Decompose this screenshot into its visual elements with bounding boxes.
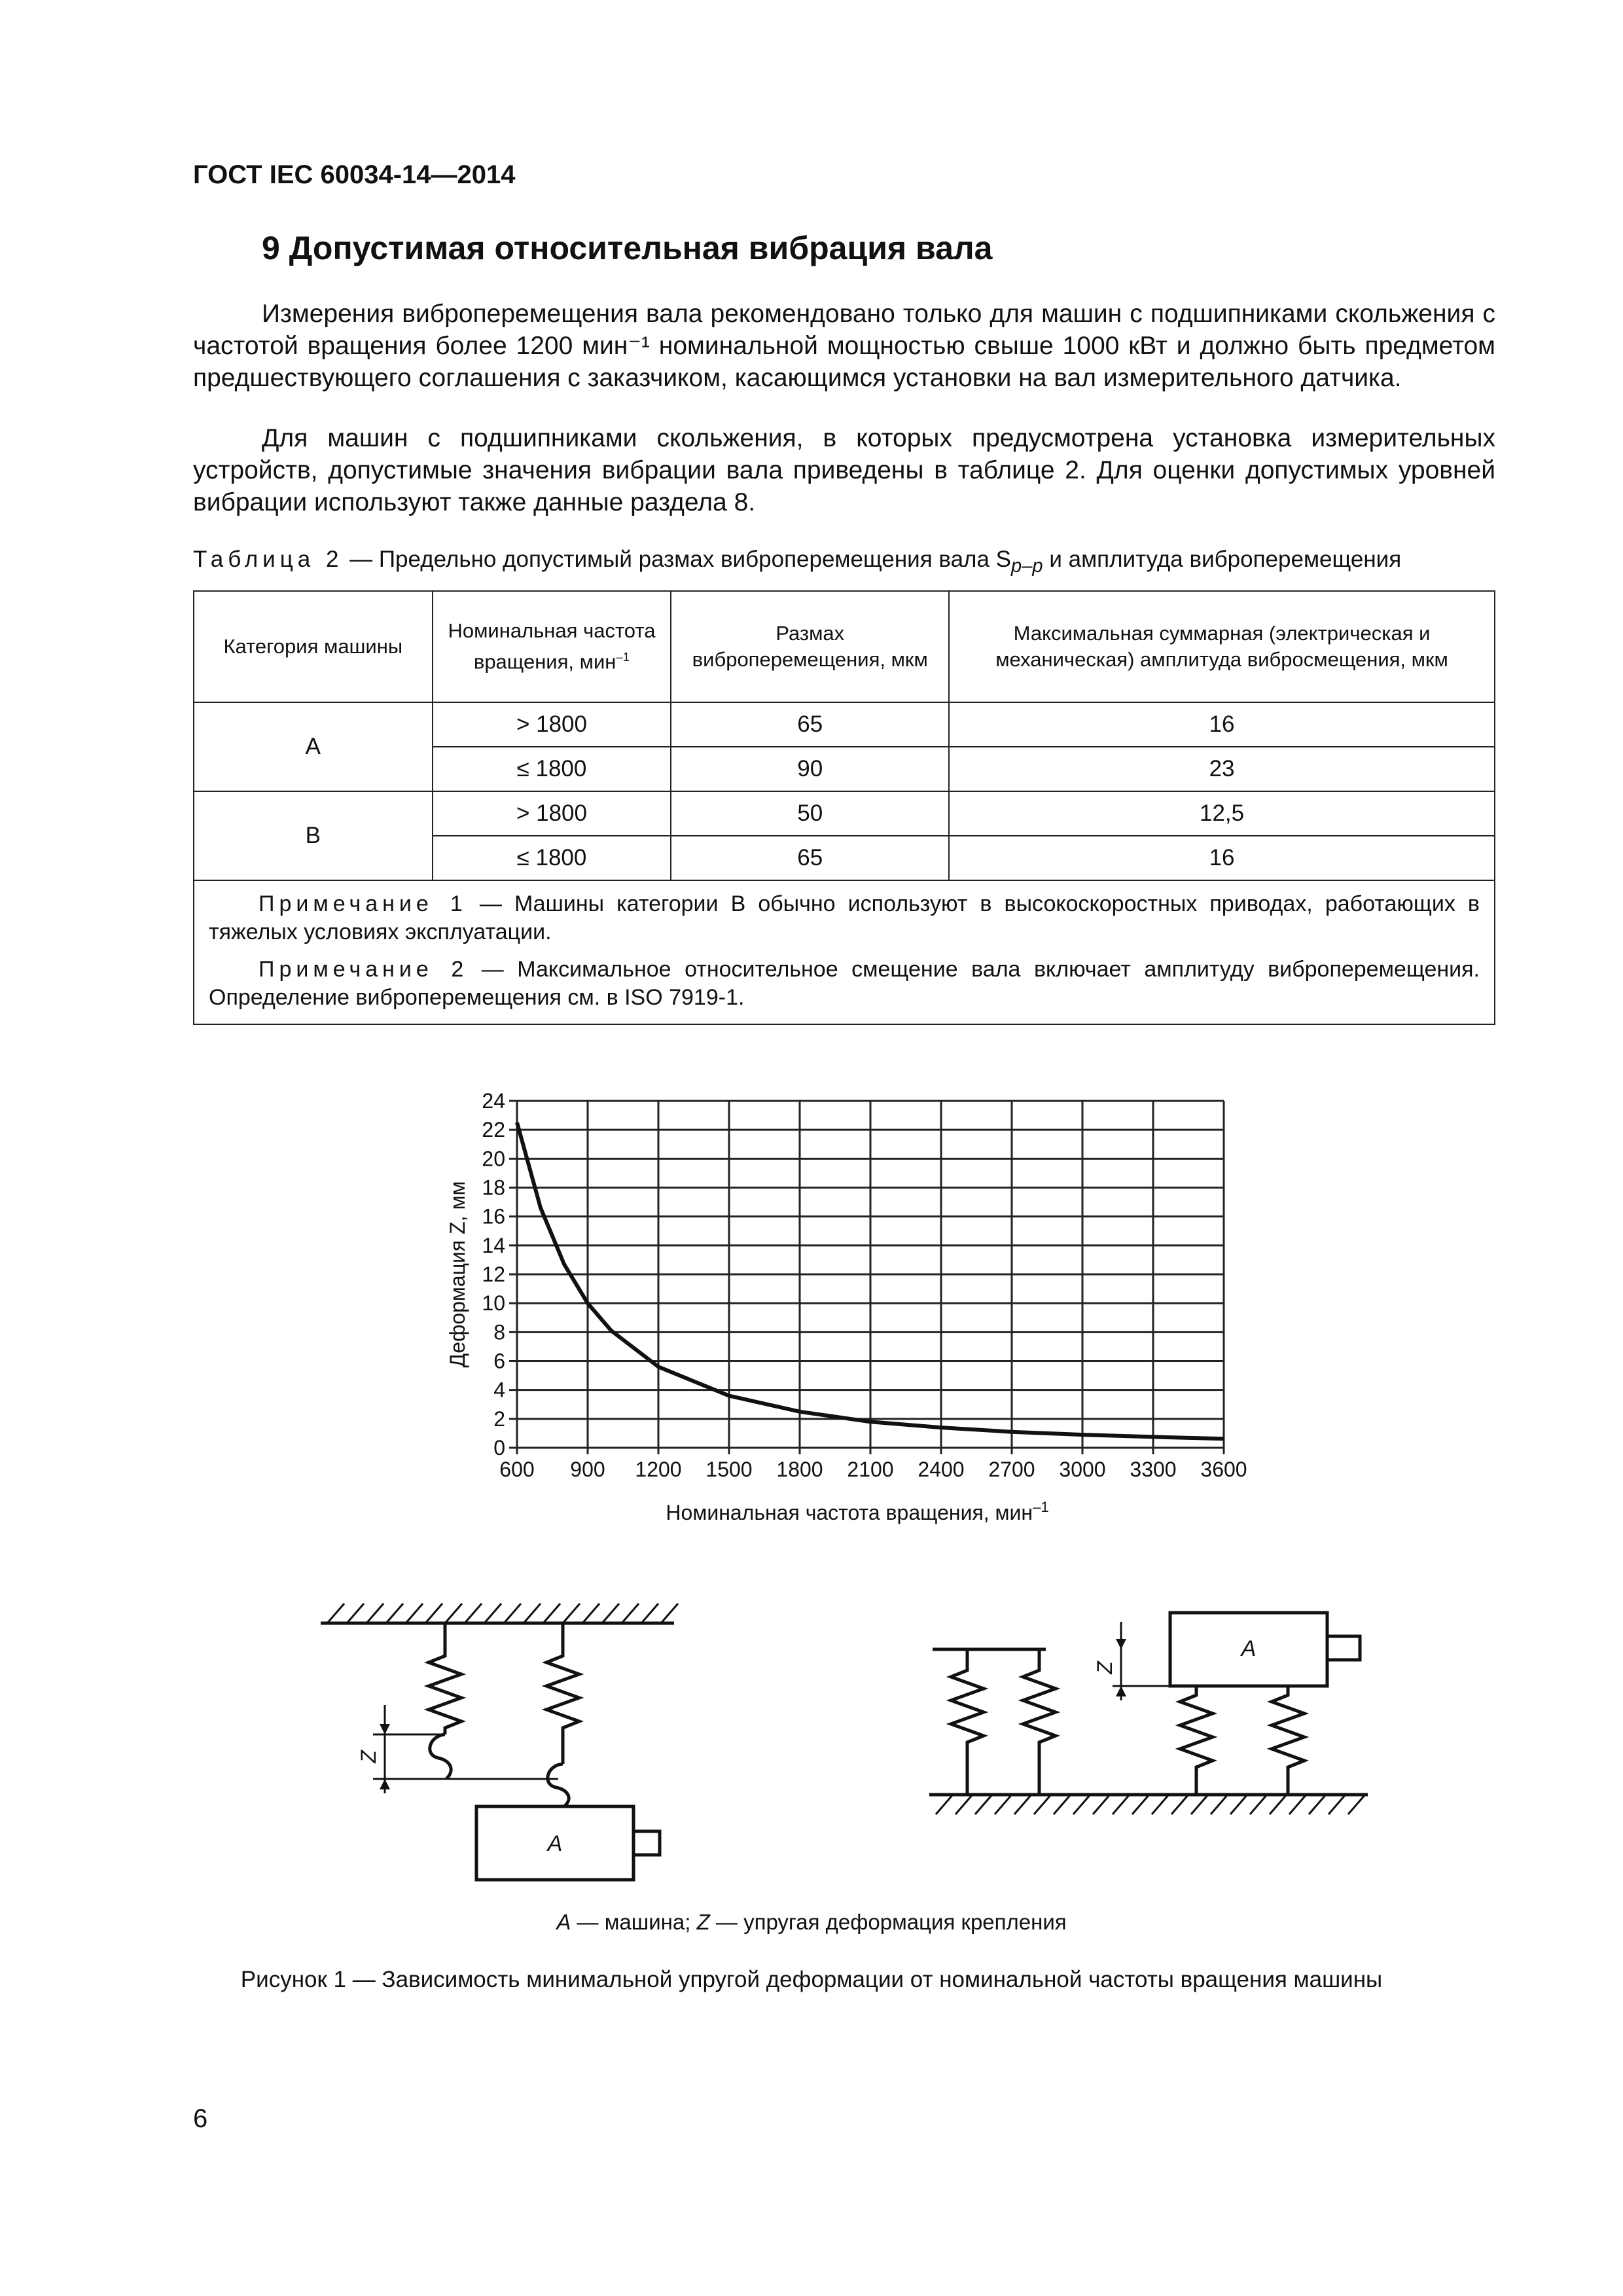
cell-category-a: A xyxy=(194,702,433,791)
figure-legend xyxy=(0,1910,1623,1935)
hatch-mark xyxy=(445,1604,462,1623)
header-speed-text: Номинальная частота вращения, мин xyxy=(448,619,656,673)
table-caption-text: — Предельно допустимый размах виброперемещения вала S xyxy=(343,547,1011,572)
dimension-arrow-down xyxy=(380,1724,390,1734)
x-tick-label: 2100 xyxy=(847,1458,894,1481)
hatch-mark xyxy=(543,1604,560,1623)
hatch-mark xyxy=(1270,1795,1287,1814)
x-tick-label: 3300 xyxy=(1130,1458,1177,1481)
y-tick-label: 14 xyxy=(482,1233,505,1257)
y-tick-label: 0 xyxy=(493,1436,505,1460)
hatch-mark xyxy=(386,1604,403,1623)
chart-grid xyxy=(517,1101,1224,1448)
document-header: ГОСТ IEC 60034-14—2014 xyxy=(193,160,516,189)
machine-shaft-left xyxy=(633,1831,660,1855)
hatch-mark xyxy=(1034,1795,1051,1814)
floor-hatching xyxy=(936,1795,1365,1814)
table-caption-label: Таблица 2 xyxy=(193,547,344,572)
hatch-mark xyxy=(347,1604,364,1623)
hatch-mark xyxy=(1309,1795,1326,1814)
table-caption-tail: и амплитуда виброперемещения xyxy=(1043,547,1402,572)
y-tick-label: 2 xyxy=(493,1407,505,1431)
x-tick-label: 1800 xyxy=(776,1458,823,1481)
hook-left xyxy=(430,1734,451,1779)
spring-machine-2 xyxy=(1272,1686,1304,1795)
hatch-mark xyxy=(563,1604,580,1623)
z-label-right: Z xyxy=(1093,1661,1116,1674)
x-tick-label: 3600 xyxy=(1200,1458,1247,1481)
x-tick-label: 3000 xyxy=(1059,1458,1106,1481)
x-axis-label xyxy=(666,1499,1048,1524)
table-caption-subscript: p–p xyxy=(1011,556,1043,577)
table-row xyxy=(194,702,1495,747)
hatch-mark xyxy=(1054,1795,1071,1814)
page-number: 6 xyxy=(193,2104,208,2133)
hatch-mark xyxy=(1191,1795,1208,1814)
table-caption xyxy=(193,547,1401,577)
x-tick-label: 900 xyxy=(570,1458,605,1481)
cell-category-b: B xyxy=(194,791,433,880)
header-amplitude: Максимальная суммарная (электрическая и механическая) амплитуда вибросмещения, мкм xyxy=(949,591,1495,702)
deformation-chart xyxy=(425,1073,1263,1545)
vibration-table xyxy=(193,590,1495,1011)
hatch-mark xyxy=(661,1604,678,1623)
x-tick-label: 1500 xyxy=(705,1458,753,1481)
cell-amplitude: 12,5 xyxy=(949,791,1495,836)
hatch-mark xyxy=(524,1604,541,1623)
hatch-mark xyxy=(1132,1795,1149,1814)
spring-machine-1 xyxy=(1180,1686,1213,1795)
cell-amplitude: 23 xyxy=(949,747,1495,791)
table-notes xyxy=(194,880,1495,1024)
note-1-text: — Машины категории B обычно используют в высокоскоростных приводах, работающих в тяжелых условиях эксплуатации. xyxy=(209,891,1480,944)
cell-speed: ≤ 1800 xyxy=(433,747,671,791)
header-range: Размах виброперемещения, мкм xyxy=(671,591,949,702)
hatch-mark xyxy=(406,1604,423,1623)
y-tick-label: 12 xyxy=(482,1263,505,1286)
hatch-mark xyxy=(582,1604,599,1623)
hatch-mark xyxy=(1113,1795,1130,1814)
y-tick-label: 20 xyxy=(482,1147,505,1171)
hatch-mark xyxy=(465,1604,482,1623)
x-tick-label: 1200 xyxy=(635,1458,682,1481)
machine-shaft-right xyxy=(1327,1636,1360,1660)
spring-right xyxy=(546,1623,579,1764)
cell-amplitude: 16 xyxy=(949,702,1495,747)
hatch-mark xyxy=(1171,1795,1188,1814)
y-axis-label: Деформация Z, мм xyxy=(446,1181,469,1368)
y-tick-label: 24 xyxy=(482,1089,505,1113)
cell-range: 50 xyxy=(671,791,949,836)
hatch-mark xyxy=(1211,1795,1228,1814)
note-1-label: Примечание 1 xyxy=(259,891,467,916)
hatch-mark xyxy=(366,1604,383,1623)
hatch-mark xyxy=(995,1795,1012,1814)
y-tick-label: 22 xyxy=(482,1118,505,1142)
legend-z: Z xyxy=(696,1910,710,1934)
y-tick-label: 8 xyxy=(493,1320,505,1344)
floor-mount-diagram xyxy=(929,1613,1368,1814)
figure-caption: Рисунок 1 — Зависимость минимальной упругой деформации от номинальной частоты вращения машины xyxy=(240,1967,1383,1992)
cell-speed: > 1800 xyxy=(433,791,671,836)
spring-left xyxy=(429,1623,461,1734)
hatch-mark xyxy=(484,1604,501,1623)
hatch-mark xyxy=(1014,1795,1031,1814)
paragraph-2-text: Для машин с подшипниками скольжения, в которых предусмотрена установка измерительных устройств, допустимые значения вибрации вала приведены в таблице 2. Для оценки допустимых уровней вибрации используют также данные раздела 8. xyxy=(193,424,1495,516)
table-header-row xyxy=(194,591,1495,702)
legend-a: A xyxy=(556,1910,571,1934)
spring-support-1 xyxy=(951,1649,984,1795)
x-tick-label: 2400 xyxy=(918,1458,965,1481)
dimension-arrow-down-right xyxy=(1116,1639,1126,1649)
header-category: Категория машины xyxy=(194,591,433,702)
hatch-mark xyxy=(1250,1795,1267,1814)
y-tick-label: 18 xyxy=(482,1175,505,1200)
cell-amplitude: 16 xyxy=(949,836,1495,880)
cell-speed: > 1800 xyxy=(433,702,671,747)
y-tick-label: 16 xyxy=(482,1204,505,1229)
machine-label-right: A xyxy=(1241,1636,1257,1661)
table-row xyxy=(194,791,1495,836)
hatch-mark xyxy=(1289,1795,1306,1814)
cell-range: 65 xyxy=(671,702,949,747)
hatch-mark xyxy=(1073,1795,1090,1814)
y-tick-label: 10 xyxy=(482,1291,505,1316)
y-tick-label: 6 xyxy=(493,1349,505,1373)
hatch-mark xyxy=(622,1604,639,1623)
section-title: 9 Допустимая относительная вибрация вала xyxy=(262,230,993,266)
hatch-mark xyxy=(641,1604,658,1623)
hatch-mark xyxy=(975,1795,992,1814)
note-2 xyxy=(209,956,1480,1012)
legend-a-text: — машина; xyxy=(571,1910,697,1934)
cell-range: 65 xyxy=(671,836,949,880)
machine-label-left: A xyxy=(547,1831,563,1856)
ceiling-hatching xyxy=(327,1604,678,1623)
hatch-mark xyxy=(1230,1795,1247,1814)
header-speed-sup: –1 xyxy=(616,650,630,664)
x-axis-label-text: Номинальная частота вращения, мин xyxy=(666,1501,1033,1524)
note-1 xyxy=(209,890,1480,946)
dimension-arrow-up xyxy=(380,1779,390,1789)
paragraph-1 xyxy=(193,298,1495,394)
hook-right xyxy=(548,1764,569,1806)
cell-speed: ≤ 1800 xyxy=(433,836,671,880)
cell-range: 90 xyxy=(671,747,949,791)
legend-z-text: — упругая деформация крепления xyxy=(709,1910,1067,1934)
hatch-mark xyxy=(955,1795,972,1814)
y-tick-label: 4 xyxy=(493,1378,505,1402)
suspended-mount-diagram xyxy=(321,1604,678,1880)
hatch-mark xyxy=(425,1604,442,1623)
paragraph-1-text: Измерения виброперемещения вала рекомендовано только для машин с подшипниками скольжения с частотой вращения более 1200 мин⁻¹ номинальной мощностью свыше 1000 кВт и должно быть предметом предшествующего соглашения с заказчиком, касающимся установки на вал измерительного датчика. xyxy=(193,300,1495,392)
dimension-arrow-up-right xyxy=(1116,1686,1126,1696)
note-2-label: Примечание 2 xyxy=(259,957,469,982)
hatch-mark xyxy=(602,1604,619,1623)
x-tick-label: 2700 xyxy=(988,1458,1035,1481)
hatch-mark xyxy=(1093,1795,1110,1814)
x-tick-label: 600 xyxy=(499,1458,535,1481)
hatch-mark xyxy=(936,1795,953,1814)
paragraph-2 xyxy=(193,422,1495,518)
hatch-mark xyxy=(504,1604,521,1623)
hatch-mark xyxy=(1348,1795,1365,1814)
header-speed xyxy=(433,591,671,702)
spring-support-2 xyxy=(1023,1649,1056,1795)
hatch-mark xyxy=(327,1604,344,1623)
x-axis-label-sup: –1 xyxy=(1033,1499,1049,1515)
hatch-mark xyxy=(1152,1795,1169,1814)
hatch-mark xyxy=(1329,1795,1346,1814)
table-notes-row xyxy=(194,880,1495,1024)
z-label-left: Z xyxy=(357,1750,380,1763)
note-2-text: — Максимальное относительное смещение вала включает амплитуду виброперемещения. Определение виброперемещения см. в ISO 7919-1. xyxy=(209,957,1480,1010)
mounting-diagrams xyxy=(308,1584,1394,1898)
